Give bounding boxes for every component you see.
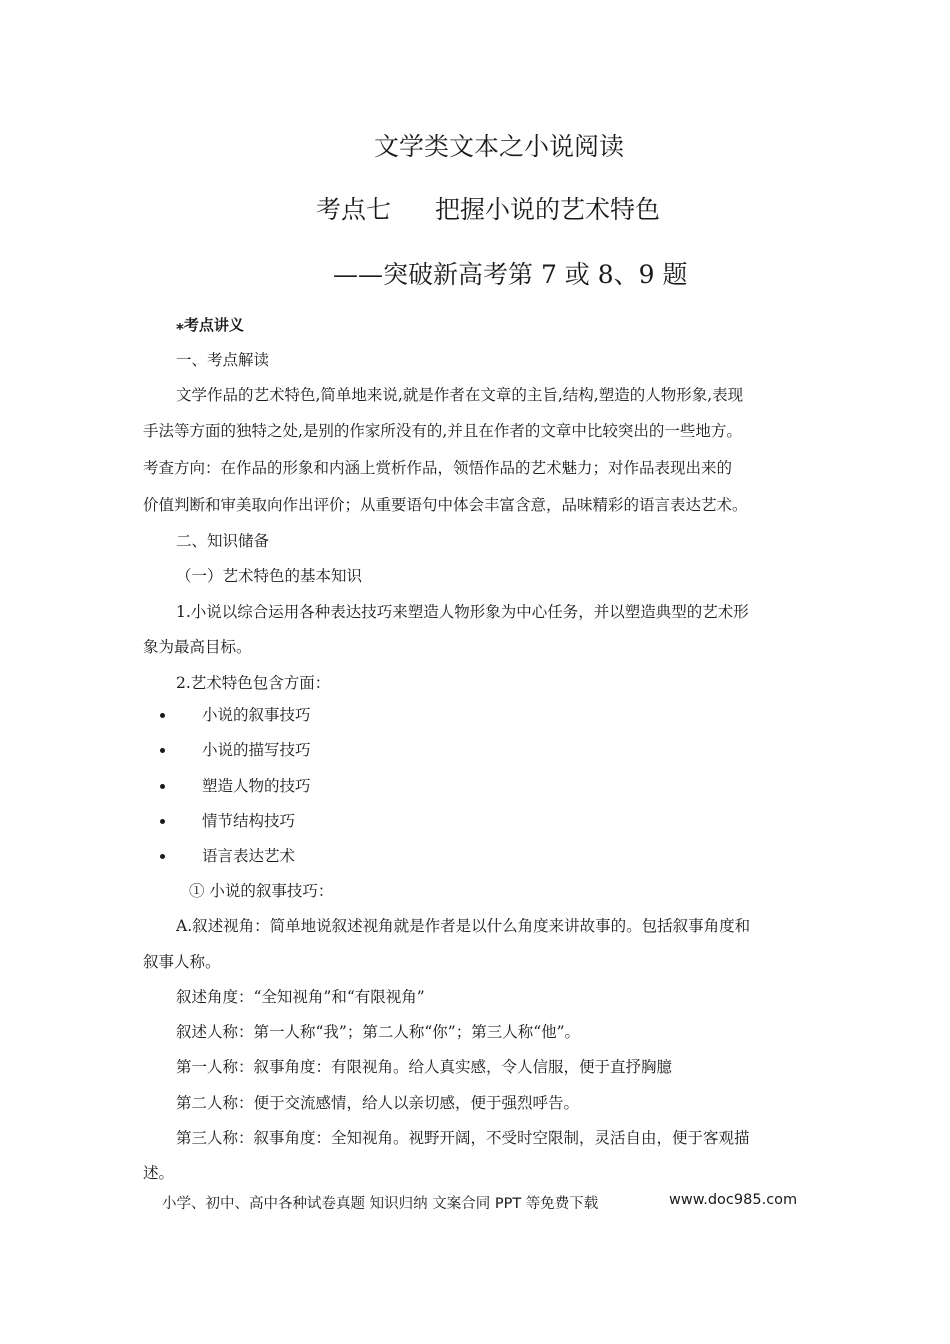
doc-subtitle-exam: ——突破新高考第 7 或 8、9 题 [333,260,688,289]
paragraph-line: 象为最高目标。 [143,638,252,656]
part-heading-2: 二、知识储备 [176,532,270,550]
paragraph-line: 2.艺术特色包含方面： [176,674,331,692]
subtitle-point: 考点七 [316,195,392,224]
paragraph-line: 文学作品的艺术特色,简单地来说,就是作者在文章的主旨,结构,塑造的人物形象,表现 [176,386,744,404]
paragraph-line: 第三人称：叙事角度：全知视角。视野开阔，不受时空限制，灵活自由，便于客观描 [176,1129,750,1147]
bullet-icon [160,854,165,859]
paragraph-line: 叙述人称：第一人称“我”；第二人称“你”；第三人称“他”。 [176,1023,581,1041]
doc-title: 文学类文本之小说阅读 [374,132,625,161]
paragraph-line: 叙事人称。 [143,953,221,971]
paragraph-line: 叙述角度：“全知视角”和“有限视角” [176,988,425,1006]
list-item: 语言表达艺术 [202,847,296,865]
list-item: 情节结构技巧 [202,812,296,830]
list-item: 塑造人物的技巧 [202,777,311,795]
paragraph-line: 述。 [143,1164,175,1182]
sub-heading: ① 小说的叙事技巧： [189,882,334,900]
paragraph-line: 第一人称：叙事角度：有限视角。给人真实感，令人信服，便于直抒胸臆 [176,1058,673,1076]
paragraph-line: 1.小说以综合运用各种表达技巧来塑造人物形象为中心任务，并以塑造典型的艺术形 [176,603,749,621]
paragraph-line: 价值判断和审美取向作出评价；从重要语句中体会丰富含意，品味精彩的语言表达艺术。 [143,496,748,514]
footer-text: 小学、初中、高中各种试卷真题 知识归纳 文案合同 PPT 等免费下载 [162,1196,599,1212]
bullet-icon [160,713,165,718]
paragraph-line: A.叙述视角：简单地说叙述视角就是作者是以什么角度来讲故事的。包括叙事角度和 [176,917,751,935]
footer-link[interactable]: www.doc985.com [669,1192,798,1208]
section-heading: ⁎考点讲义 [176,316,244,334]
paragraph-line: 第二人称：便于交流感情，给人以亲切感，便于强烈呼告。 [176,1094,580,1112]
bullet-icon [160,748,165,753]
bullet-icon [160,784,165,789]
sub-heading: （一）艺术特色的基本知识 [176,567,363,585]
part-heading-1: 一、考点解读 [176,351,270,369]
bullet-icon [160,819,165,824]
star-icon: ⁎ [176,316,184,334]
subtitle-topic: 把握小说的艺术特色 [435,195,661,224]
list-item: 小说的描写技巧 [202,741,311,759]
paragraph-line: 考查方向：在作品的形象和内涵上赏析作品，领悟作品的艺术魅力；对作品表现出来的 [143,459,733,477]
doc-subtitle [316,190,950,226]
list-item: 小说的叙事技巧 [202,706,311,724]
paragraph-line: 手法等方面的独特之处,是别的作家所没有的,并且在作者的文章中比较突出的一些地方。 [143,422,742,440]
